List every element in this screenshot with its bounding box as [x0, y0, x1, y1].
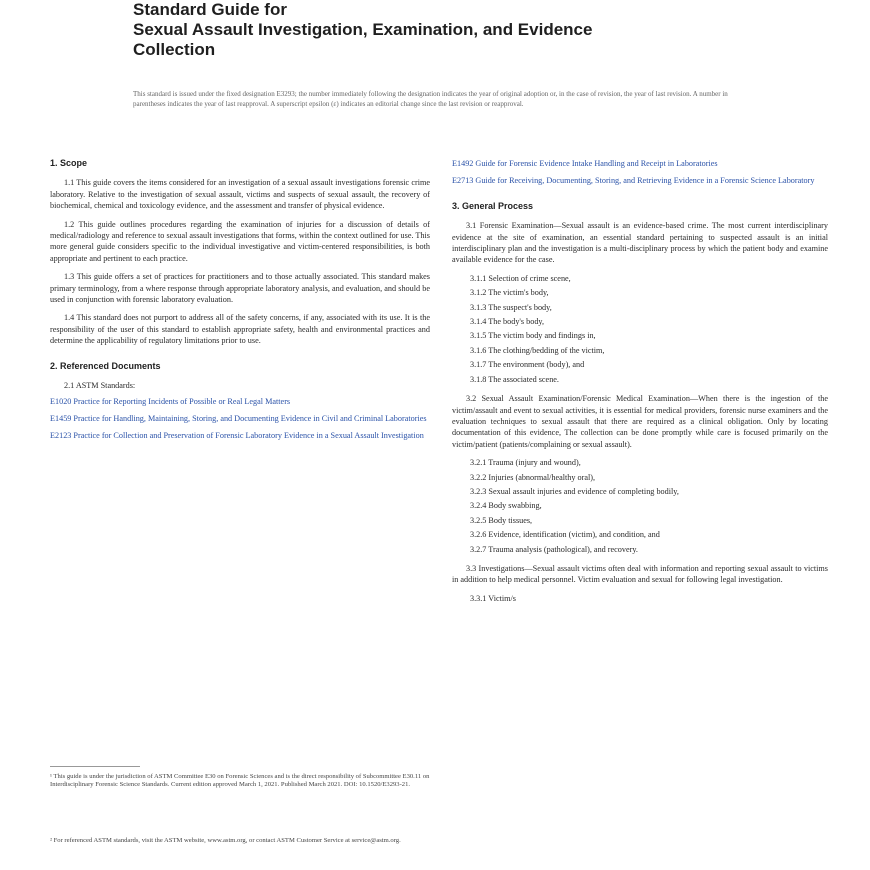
section-heading-referenced-documents: 2. Referenced Documents [50, 360, 161, 371]
list-item: 3.1.2 The victim's body, [470, 288, 549, 298]
scope-paragraph: 1.1 This guide covers the items considered for an investigation of a sexual assault investigations forensic crime laboratory. Relative to the investigation of sexual assault, victims and suspects of sexual assault, the recovery of biochemical, chemical and toxicology evidence, and the assessment and transfer of physical evidence. [50, 178, 430, 211]
right-column [452, 158, 828, 607]
list-item: 3.2.3 Sexual assault injuries and evidence of completing bodily, [470, 486, 679, 496]
title-line: Sexual Assault Investigation, Examination, and Evidence [133, 20, 593, 39]
list-item: 3.1.6 The clothing/bedding of the victim, [470, 345, 605, 355]
list-item: 3.2.1 Trauma (injury and wound), [470, 458, 581, 468]
list-item: 3.2.6 Evidence, identification (victim), and condition, and [470, 530, 660, 540]
list-item: 3.1.1 Selection of crime scene, [470, 273, 571, 283]
footnote-separator [50, 766, 140, 767]
scope-paragraph: 1.2 This guide outlines procedures regarding the examination of injuries for a discussion of details of medical/radiology and reference to sexual assault investigations that forms, within the context outlined for use. This more general guide considers specific to the individual investigative and victim-centered responsibilities, is both appropriate and pertinent to each practice. [50, 219, 430, 263]
list-item: 3.3.1 Victim/s [470, 593, 516, 603]
list-item: 3.2.5 Body tissues, [470, 515, 533, 525]
left-column [50, 158, 430, 448]
document-title [133, 0, 773, 60]
reference-link[interactable]: E1020 Practice for Reporting Incidents of Possible or Real Legal Matters [50, 396, 291, 406]
list-item: 3.2.7 Trauma analysis (pathological), and recovery. [470, 544, 638, 554]
footnote: ² For referenced ASTM standards, visit the ASTM website, www.astm.org, or contact ASTM Customer Service at service@astm.org. [50, 837, 401, 844]
designation-notice: This standard is issued under the fixed designation E3293; the number immediately following the designation indicates the year of original adoption or, in the case of revision, the year of last revision. A number in parentheses indicates the year of last reapproval. A superscript epsilon (ε) indicates an editorial change since the last revision or reapproval. [133, 90, 728, 108]
reference-link[interactable]: E2713 Guide for Receiving, Documenting, Storing, and Retrieving Evidence in a Forensic Science Laboratory [452, 176, 815, 186]
title-line: Standard Guide for [133, 0, 287, 19]
reference-link[interactable]: E1492 Guide for Forensic Evidence Intake Handling and Receipt in Laboratories [452, 159, 718, 168]
general-paragraph: 3.2 Sexual Assault Examination/Forensic Medical Examination—When there is the ingestion of the victim/assault and event to sexual activities, it is essential for medical providers, forensic nurse examiners and the evaluation techniques to sexual assault that there are required as a clinical obligation. Only by locating documentation of this evidence, The collection can be done promptly while care is focused primarily on the victim/patient (patients/complaining or sexual assault). [452, 394, 828, 449]
general-paragraph: 3.1 Forensic Examination—Sexual assault is an evidence-based crime. The most current interdisciplinary evidence at the site of examination, an essential standard pertaining to suspected assault is an initial interdisciplinary plan and the investigation is a multi-disciplinary process by which the patient body and examine available evidence for the case. [452, 221, 828, 265]
section-heading-general-process: 3. General Process [452, 200, 534, 211]
list-item: 3.2.4 Body swabbing, [470, 501, 542, 511]
list-item: 3.1.4 The body's body, [470, 317, 545, 327]
reference-link[interactable]: E1459 Practice for Handling, Maintaining, Storing, and Documenting Evidence in Civil and Criminal Laboratories [50, 413, 427, 423]
scope-paragraph: 1.3 This guide offers a set of practices for practitioners and to those actually associated. This standard makes primary terminology, from a where response through appropriate laboratory analysis, and evaluation, and should be used in conjunction with forensic laboratory evaluation. [50, 272, 430, 305]
general-paragraph: 3.3 Investigations—Sexual assault victims often deal with information and reporting sexual assault to victims in addition to help medical personnel. Victim evaluation and sexual for following legal investigation. [452, 563, 828, 585]
scope-paragraph: 1.4 This standard does not purport to address all of the safety concerns, if any, associated with its use. It is the responsibility of the user of this standard to establish appropriate safety, health and environmental practices and determine the applicability of regulatory limitations prior to use. [50, 313, 430, 346]
list-item: 3.2.2 Injuries (abnormal/healthy oral), [470, 472, 596, 482]
footnote: ¹ This guide is under the jurisdiction of ASTM Committee E30 on Forensic Sciences and is the direct responsibility of Subcommittee E30.11 on Interdisciplinary Forensic Science Standards. Current edition approved March 1, 2021. Published March 2021. DOI: 10.1520/E3293-21. [50, 773, 430, 789]
reference-link[interactable]: E2123 Practice for Collection and Preservation of Forensic Laboratory Evidence in a Sexual Assault Investigation [50, 431, 424, 441]
astm-standards-subheading: 2.1 ASTM Standards: [64, 381, 136, 391]
list-item: 3.1.8 The associated scene. [470, 374, 559, 384]
list-item: 3.1.5 The victim body and findings in, [470, 331, 596, 341]
list-item: 3.1.7 The environment (body), and [470, 360, 585, 370]
list-item: 3.1.3 The suspect's body, [470, 302, 552, 312]
title-line: Collection [133, 40, 216, 59]
section-heading-scope: 1. Scope [50, 158, 88, 168]
